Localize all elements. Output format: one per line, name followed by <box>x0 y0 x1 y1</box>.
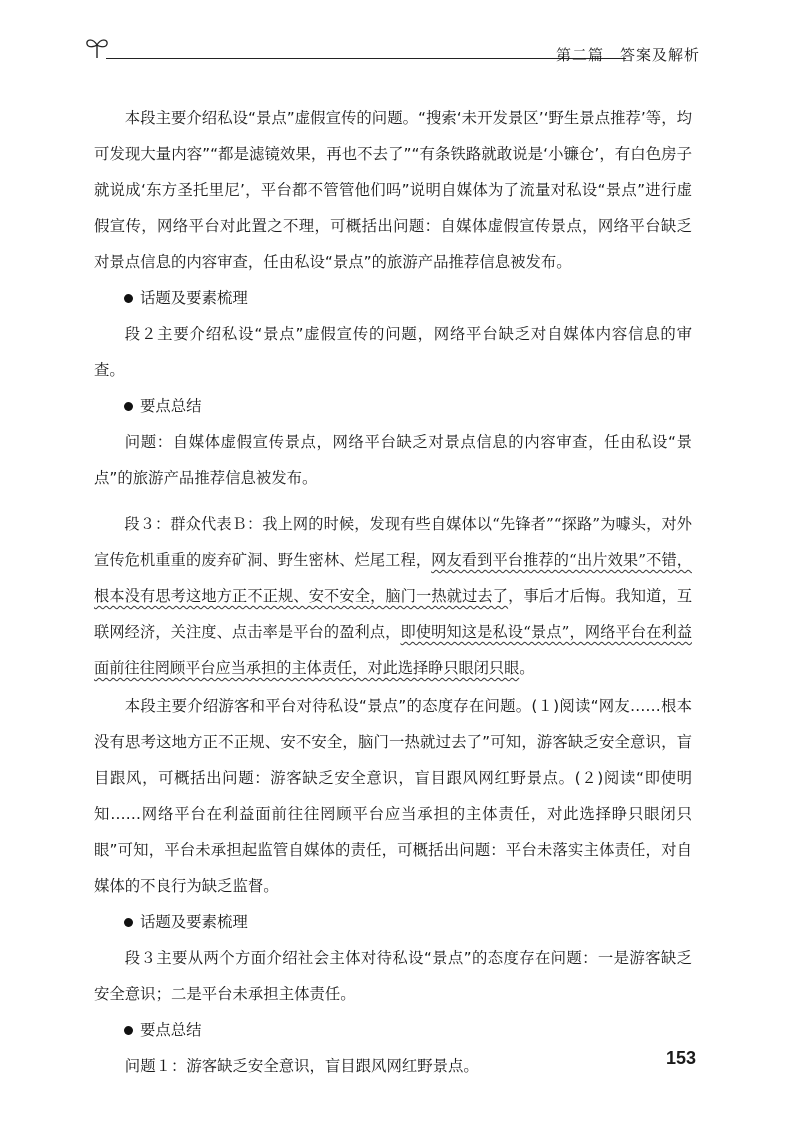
bullet-dot-icon <box>124 1026 133 1035</box>
paragraph: 本段主要介绍私设“景点”虚假宣传的问题。“搜索‘未开发景区’‘野生景点推荐’等，均可发现大量内容”“都是滤镜效果，再也不去了”“有条铁路就敢说是‘小镰仓’，有白色房子就说成‘东方圣托里尼’，平台都不管管他们吗”说明自媒体为了流量对私设“景点”进行虚假宣传，网络平台对此置之不理，可概括出问题：自媒体虚假宣传景点，网络平台缺乏对景点信息的内容审查，任由私设“景点”的旅游产品推荐信息被发布。 <box>94 109 692 271</box>
material-underlined-text: 网友看到平台推荐的“出片效果”不错，根本没有思考这地方正不正规、安不安全，脑门一热就过去了 <box>94 551 692 605</box>
bullet-heading <box>94 904 692 940</box>
bullet-label: 话题及要素梳理 <box>140 289 248 307</box>
source-material <box>94 506 692 686</box>
bullet-label: 要点总结 <box>140 397 202 415</box>
bullet-dot-icon <box>124 918 133 927</box>
material-text: 段３：群众代表Ｂ：我上网的时候，发现有些自媒体以“先锋者”“探路”为噱头，对外宣传危机重重的废弃矿洞、野生密林、烂尾工程， <box>94 515 692 569</box>
bullet-heading <box>94 388 692 424</box>
page-body <box>94 100 692 1084</box>
paragraph: 本段主要介绍游客和平台对待私设“景点”的态度存在问题。(１)阅读“网友……根本没有思考这地方正不正规、安不安全，脑门一热就过去了”可知，游客缺乏安全意识，盲目跟风，可概括出问题：游客缺乏安全意识，盲目跟风网红野景点。(２)阅读“即使明知……网络平台在利益面前往往罔顾平台应当承担的主体责任，对此选择睁只眼闭只眼”可知，平台未承担起监管自媒体的责任，可概括出问题：平台未落实主体责任，对自媒体的不良行为缺乏监督。 <box>94 697 692 895</box>
paragraph: 段３主要从两个方面介绍社会主体对待私设“景点”的态度存在问题：一是游客缺乏安全意识；二是平台未承担主体责任。 <box>94 949 692 1003</box>
running-header <box>84 34 700 64</box>
header-rule <box>106 58 626 59</box>
page-number: 153 <box>665 1048 696 1068</box>
material-text: ，事后才后悔。我知道，互联网经济，关注度、点击率是平台的盈利点， <box>94 587 693 641</box>
header-title: 第二篇 答案及解析 <box>555 46 700 64</box>
bullet-label: 要点总结 <box>140 1021 202 1039</box>
bullet-heading <box>94 280 692 316</box>
leaf-sprout-icon <box>84 34 110 60</box>
bullet-label: 话题及要素梳理 <box>140 913 248 931</box>
material-underlined-text: 即使明知这是私设“景点”，网络平台在利益面前往往罔顾平台应当承担的主体责任，对此选择睁只眼闭只眼 <box>94 623 693 677</box>
bullet-dot-icon <box>124 294 133 303</box>
paragraph: 问题：自媒体虚假宣传景点，网络平台缺乏对景点信息的内容审查，任由私设“景点”的旅游产品推荐信息被发布。 <box>94 433 692 487</box>
bullet-heading <box>94 1012 692 1048</box>
material-text: 。 <box>519 659 535 677</box>
paragraph: 问题１：游客缺乏安全意识，盲目跟风网红野景点。 <box>124 1057 479 1075</box>
paragraph: 段２主要介绍私设“景点”虚假宣传的问题，网络平台缺乏对自媒体内容信息的审查。 <box>94 325 692 379</box>
bullet-dot-icon <box>124 402 133 411</box>
